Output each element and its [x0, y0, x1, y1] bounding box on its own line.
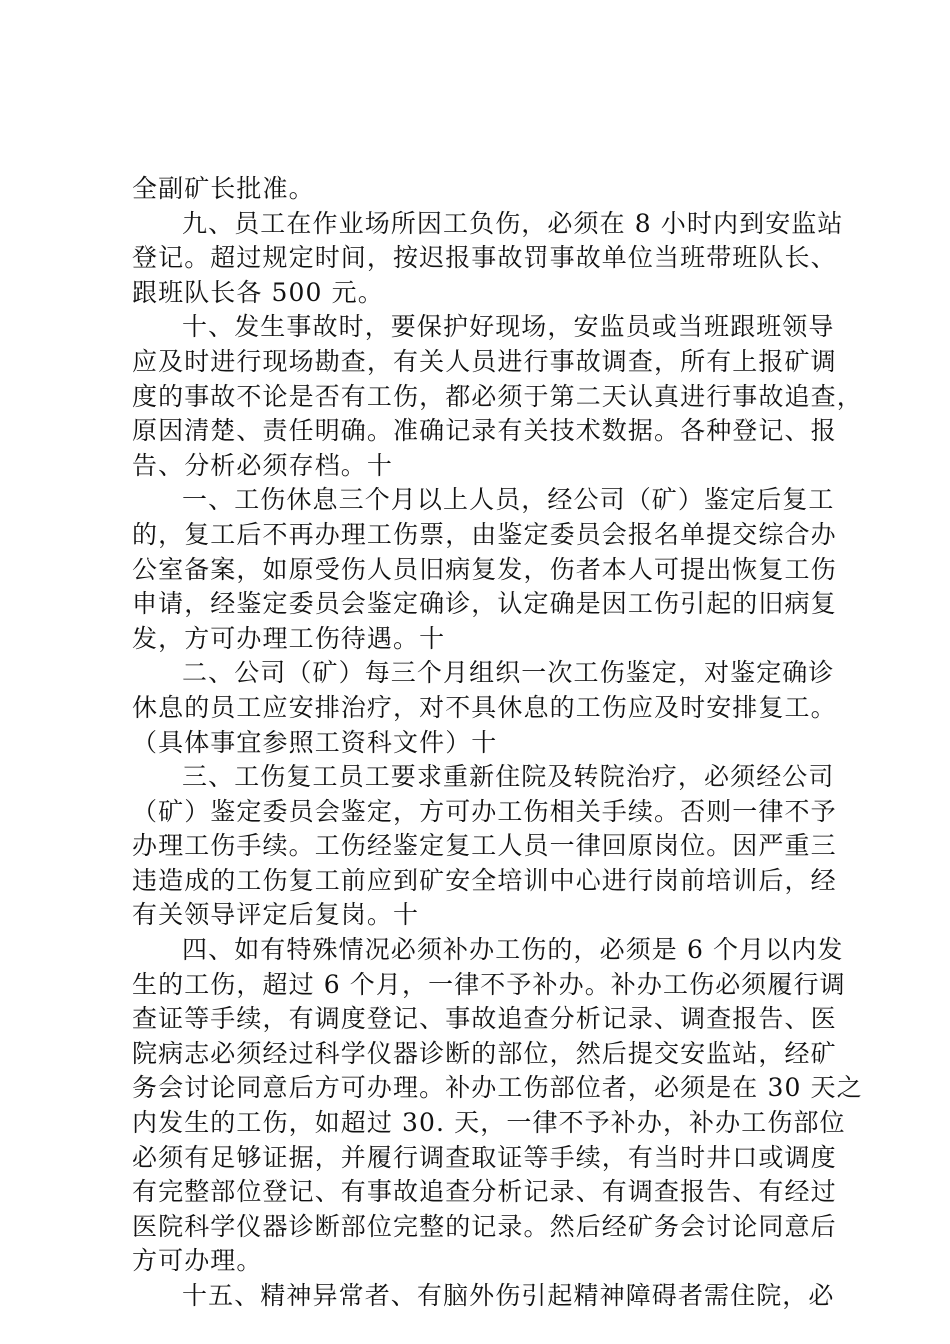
text-line: 务会讨论同意后方可办理。补办工伤部位者，必须是在 30 天之: [132, 1073, 863, 1103]
paragraph-first-line: 九、员工在作业场所因工负伤，必须在 8 小时内到安监站: [182, 208, 844, 238]
paragraph-first-line: 十、发生事故时，要保护好现场，安监员或当班跟班领导: [182, 312, 835, 342]
text-line: 的，复工后不再办理工伤票，由鉴定委员会报名单提交综合办: [132, 519, 837, 549]
text-line: 登记。超过规定时间，按迟报事故罚事故单位当班带班队长、: [132, 243, 837, 273]
paragraph-first-line: 十五、精神异常者、有脑外伤引起精神障碍者需住院，必: [182, 1281, 835, 1310]
text-line: 公室备案，如原受伤人员旧病复发，伤者本人可提出恢复工伤: [132, 554, 837, 584]
text-line: （具体事宜参照工资科文件）十: [132, 727, 498, 757]
text-line: 有关领导评定后复岗。十: [132, 900, 420, 930]
text-line: 违造成的工伤复工前应到矿安全培训中心进行岗前培训后，经: [132, 865, 837, 895]
text-line: 内发生的工伤，如超过 30. 天，一律不予补办，补办工伤部位: [132, 1108, 846, 1138]
text-line: 应及时进行现场勘查，有关人员进行事故调查，所有上报矿调: [132, 346, 837, 376]
paragraph-first-line: 一、工伤休息三个月以上人员，经公司（矿）鉴定后复工: [182, 485, 835, 515]
document-body: [132, 172, 863, 1314]
text-line: 有完整部位登记、有事故追查分析记录、有调查报告、有经过: [132, 1177, 837, 1207]
paragraph-first-line: 二、公司（矿）每三个月组织一次工伤鉴定，对鉴定确诊: [182, 658, 835, 688]
text-line: 必须有足够证据，并履行调查取证等手续，有当时井口或调度: [132, 1142, 837, 1172]
text-line: 休息的员工应安排治疗，对不具休息的工伤应及时安排复工。: [132, 692, 837, 722]
text-line: 原因清楚、责任明确。准确记录有关技术数据。各种登记、报: [132, 416, 837, 446]
text-line: 办理工伤手续。工伤经鉴定复工人员一律回原岗位。因严重三: [132, 831, 837, 861]
text-line: 医院科学仪器诊断部位完整的记录。然后经矿务会讨论同意后: [132, 1211, 837, 1241]
text-line: 生的工伤，超过 6 个月，一律不予补办。补办工伤必须履行调: [132, 969, 846, 999]
paragraph-first-line: 三、工伤复工员工要求重新住院及转院治疗，必须经公司: [182, 762, 835, 792]
text-line: 查证等手续，有调度登记、事故追查分析记录、调查报告、医: [132, 1004, 837, 1034]
text-line: 度的事故不论是否有工伤，都必须于第二天认真进行事故追查，: [132, 381, 863, 411]
text-line: 发，方可办理工伤待遇。十: [132, 623, 446, 653]
paragraph-first-line: 四、如有特殊情况必须补办工伤的，必须是 6 个月以内发: [182, 935, 844, 965]
text-line: 方可办理。: [132, 1246, 263, 1276]
text-line: 全副矿长批准。: [132, 174, 315, 203]
text-line: 跟班队长各 500 元。: [132, 277, 384, 307]
text-line: 申请，经鉴定委员会鉴定确诊，认定确是因工伤引起的旧病复: [132, 589, 837, 619]
text-line: （矿）鉴定委员会鉴定，方可办工伤相关手续。否则一律不予: [132, 796, 837, 826]
text-line: 告、分析必须存档。十: [132, 450, 394, 480]
text-line: 院病志必须经过科学仪器诊断的部位，然后提交安监站，经矿: [132, 1038, 837, 1068]
